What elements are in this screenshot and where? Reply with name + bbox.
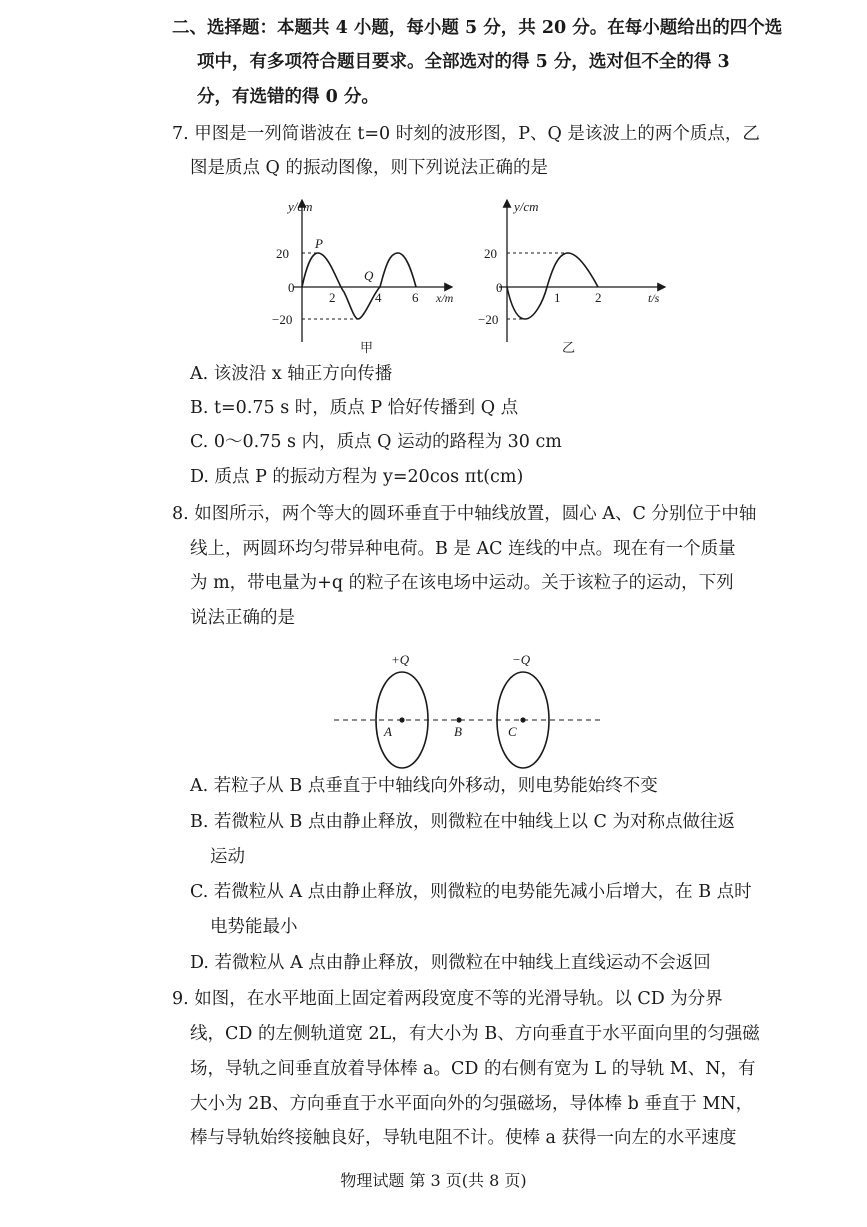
q8-option-c-line2: 电势能最小 <box>210 917 298 937</box>
page-footer: 物理试题 第 3 页(共 8 页) <box>340 1171 527 1190</box>
q8-stem-line2: 线上，两圆环均匀带异种电荷。B 是 AC 连线的中点。现在有一个质量 <box>190 539 736 559</box>
q8-stem-line4: 说法正确的是 <box>190 608 295 628</box>
q8-option-b-line1: B. 若微粒从 B 点由静止释放，则微粒在中轴线上以 C 为对称点做往返 <box>190 812 735 832</box>
q9-stem-line3: 场，导轨之间垂直放着导体棒 a。CD 的右侧有宽为 L 的导轨 M、N，有 <box>190 1059 756 1079</box>
q8-stem-line1: 8. 如图所示，两个等大的圆环垂直于中轴线放置，圆心 A、C 分别位于中轴 <box>172 504 757 524</box>
section-heading-line3: 分，有选错的得 0 分。 <box>197 87 379 107</box>
section-heading-line2: 项中，有多项符合题目要求。全部选对的得 5 分，选对但不全的得 3 <box>197 52 730 72</box>
q7-option-d: D. 质点 P 的振动方程为 y=20cos πt(cm) <box>190 467 524 487</box>
yi-ytick-20: 20 <box>484 246 497 261</box>
q9-stem-line1: 9. 如图，在水平地面上固定着两段宽度不等的光滑导轨。以 CD 为分界 <box>172 989 723 1009</box>
jia-ytick-neg20: −20 <box>272 312 293 327</box>
q8-option-c-line1: C. 若微粒从 A 点由静止释放，则微粒的电势能先减小后增大，在 B 点时 <box>190 882 752 902</box>
section-heading-line1: 二、选择题：本题共 4 小题，每小题 5 分，共 20 分。在每小题给出的四个选 <box>172 18 783 38</box>
q7-option-c: C. 0～0.75 s 内，质点 Q 运动的路程为 30 cm <box>190 432 562 452</box>
point-a-dot <box>399 717 404 722</box>
q8-option-b-line2: 运动 <box>210 847 245 867</box>
q8-rings-figure <box>326 646 606 776</box>
jia-caption: 甲 <box>360 340 374 355</box>
jia-point-p: P <box>315 236 323 251</box>
label-b: B <box>454 724 462 739</box>
q7-option-a: A. 该波沿 x 轴正方向传播 <box>190 364 393 384</box>
jia-ylabel: y/cm <box>288 199 313 214</box>
q8-option-d: D. 若微粒从 A 点由静止释放，则微粒在中轴线上直线运动不会返回 <box>190 953 711 973</box>
q9-stem-line5: 棒与导轨始终接触良好，导轨电阻不计。使棒 a 获得一向左的水平速度 <box>190 1128 737 1148</box>
yi-ytick-0: 0 <box>496 280 503 295</box>
point-c-dot <box>520 717 525 722</box>
point-b-dot <box>456 717 461 722</box>
jia-xtick-4: 4 <box>375 290 382 305</box>
yi-xtick-1: 1 <box>554 290 561 305</box>
charge-right-label: −Q <box>512 652 531 667</box>
yi-xlabel: t/s <box>648 291 660 305</box>
label-c: C <box>508 724 517 739</box>
jia-ytick-0: 0 <box>288 280 295 295</box>
q8-stem-line3: 为 m，带电量为+q 的粒子在该电场中运动。关于该粒子的运动，下列 <box>190 573 734 593</box>
yi-xtick-2: 2 <box>595 290 602 305</box>
jia-ytick-20: 20 <box>276 246 289 261</box>
q7-stem-line1: 7. 甲图是一列简谐波在 t=0 时刻的波形图，P、Q 是该波上的两个质点，乙 <box>172 124 760 144</box>
jia-xtick-2: 2 <box>329 290 336 305</box>
label-a: A <box>384 724 392 739</box>
jia-xlabel: x/m <box>436 291 454 305</box>
jia-point-q: Q <box>364 268 374 283</box>
q8-option-a: A. 若粒子从 B 点垂直于中轴线向外移动，则电势能始终不变 <box>190 776 658 796</box>
yi-ytick-neg20: −20 <box>478 312 499 327</box>
q7-stem-line2: 图是质点 Q 的振动图像，则下列说法正确的是 <box>190 158 548 178</box>
q9-stem-line2: 线，CD 的左侧轨道宽 2L，有大小为 B、方向垂直于水平面向里的匀强磁 <box>190 1024 760 1044</box>
q7-wave-figure-jia <box>266 192 466 362</box>
jia-xtick-6: 6 <box>412 290 419 305</box>
q7-vibration-figure-yi <box>470 192 680 362</box>
q7-option-b: B. t=0.75 s 时，质点 P 恰好传播到 Q 点 <box>190 398 519 418</box>
yi-ylabel: y/cm <box>514 199 539 214</box>
charge-left-label: +Q <box>391 652 410 667</box>
q9-stem-line4: 大小为 2B、方向垂直于水平面向外的匀强磁场，导体棒 b 垂直于 MN， <box>190 1094 754 1114</box>
yi-caption: 乙 <box>562 340 576 355</box>
